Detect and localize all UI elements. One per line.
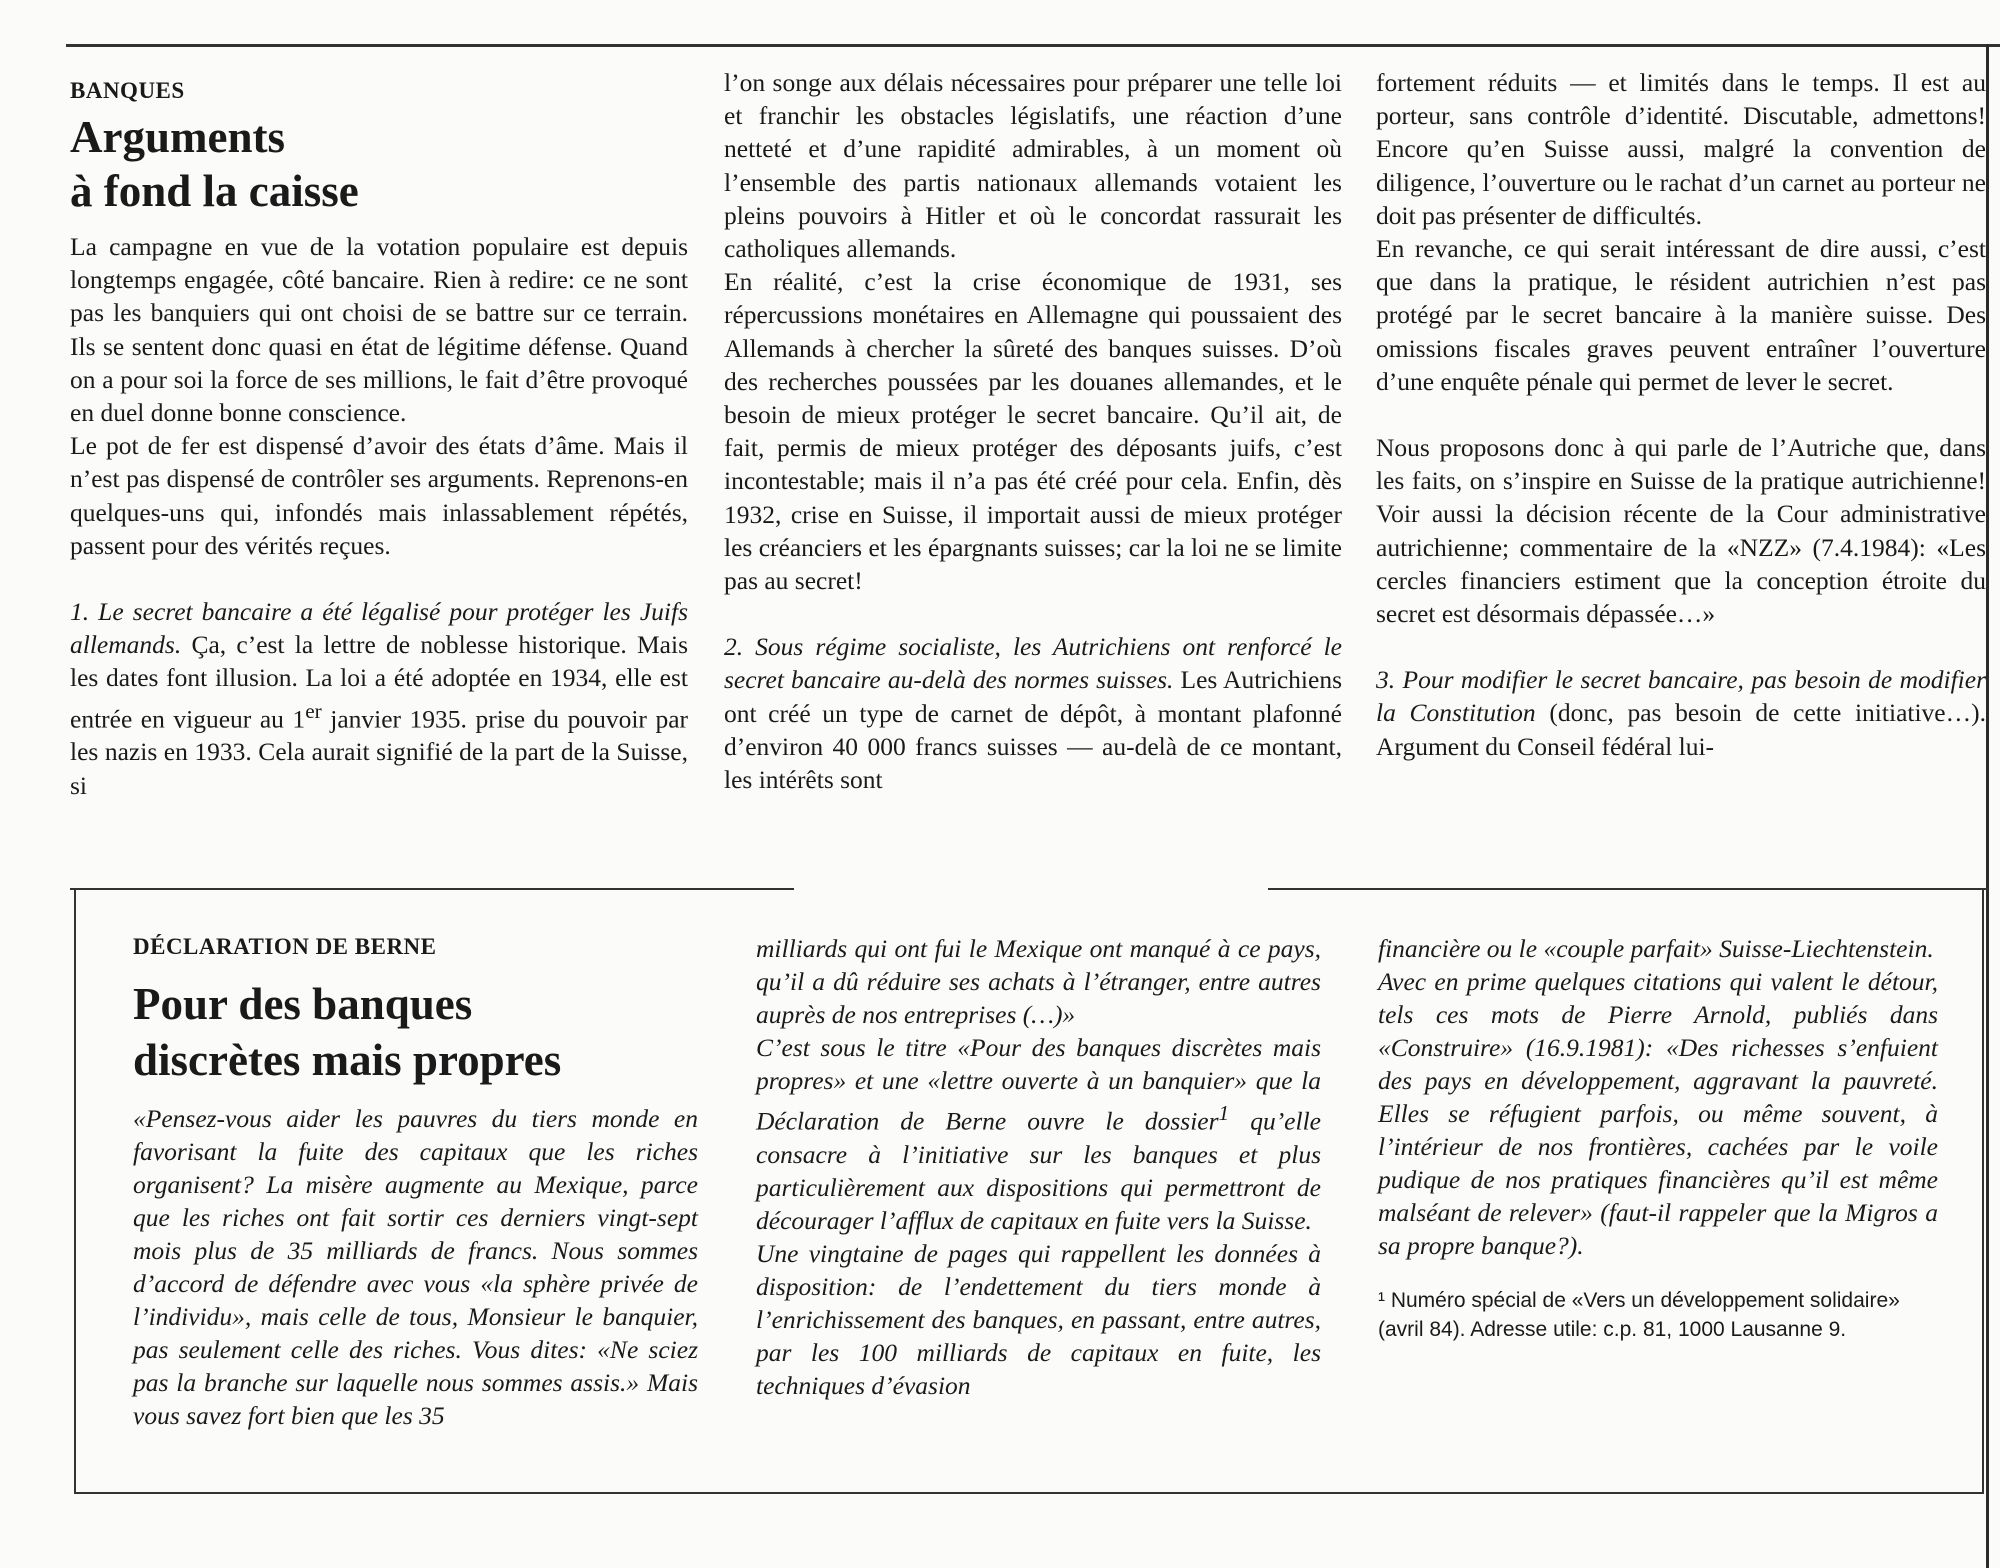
paragraph-text: janvier 1935. prise du pouvoir par les nazis en 1933. Cela aurait signifié de la part de la Suisse, si	[70, 704, 688, 800]
sidebar-headline-line-1: Pour des banques	[133, 979, 473, 1029]
article-column-3	[1376, 66, 1986, 763]
paragraph: Nous proposons donc à qui parle de l’Autriche que, dans les faits, on s’inspire en Suisse de la pratique autrichienne! Voir aussi la décision récente de la Cour administrative autrichienne; commentaire de la «NZZ» (7.4.1984): «Les cercles financiers estiment que la conception étroite du secret est désormais dépassée…»	[1376, 433, 1986, 629]
paragraph-text: C’est sous le titre «Pour des banques discrètes mais propres» et une «lettre ouverte à un banquier» que la Déclaration de Berne ouvre le dossier	[756, 1033, 1321, 1136]
paragraph: «Pensez-vous aider les pauvres du tiers monde en favorisant la fuite des capitaux que les riches organisent? La misère augmente au Mexique, parce que les riches ont fait sortir ces derniers vingt-sept mois plus de 35 milliards de francs. Nous sommes d’accord de défendre avec vous «la sphère privée de l’individu», mais celle de tous, Monsieur le banquier, pas seulement celle des riches. Vous dites: «Ne sciez pas la branche sur laquelle nous sommes assis.» Mais vous savez fort bien que les 35	[133, 1104, 698, 1430]
paragraph	[756, 1031, 1321, 1237]
article-headline-line-1: Arguments	[70, 112, 285, 162]
footnote-marker: 1	[1218, 1101, 1230, 1125]
sidebar-column-2	[756, 932, 1321, 1402]
argument-heading-1: 1. Le secret bancaire a été légalisé pour protéger les Juifs allemands.	[70, 597, 688, 660]
paragraph-text: qu’elle consacre à l’initiative sur les banques et plus particulièrement aux dispositions qui permettront de décourager l’afflux de capitaux en fuite vers la Suisse.	[756, 1106, 1321, 1235]
paragraph	[1376, 663, 1986, 763]
paragraph: Le pot de fer est dispensé d’avoir des états d’âme. Mais il n’est pas dispensé de contrôler ses arguments. Reprenons-en quelques-uns qui, infondés mais inlassablement répétés, passent pour des vérités reçues.	[70, 431, 688, 560]
article-headline	[70, 110, 688, 218]
sidebar-column-3	[1378, 932, 1938, 1344]
ordinal-suffix: er	[305, 698, 322, 723]
article-column-2	[724, 66, 1342, 796]
paragraph: La campagne en vue de la votation populaire est depuis longtemps engagée, côté bancaire. Rien à redire: ce ne sont pas les banquiers qui ont choisi de se battre sur ce terrain. Ils se sentent donc quasi en état de légitime défense. Quand on a pour soi la force de ses millions, le fait d’être provoqué en duel donne bonne conscience.	[70, 232, 688, 428]
argument-heading-3: 3. Pour modifier le secret bancaire, pas besoin de modifier la Constitution	[1376, 665, 1986, 728]
sidebar-column-1	[133, 932, 698, 1432]
sidebar-kicker: DÉCLARATION DE BERNE	[133, 934, 437, 959]
paragraph: l’on songe aux délais nécessaires pour préparer une telle loi et franchir les obstacles législatifs, une réaction d’une netteté et d’une rapidité admirables, à un moment où l’ensemble des partis nationaux allemands votaient les pleins pouvoirs à Hitler et où le concordat rassurait les catholiques allemands.	[724, 68, 1342, 264]
article-headline-line-2: à fond la caisse	[70, 166, 359, 216]
paragraph-text: Les Autrichiens ont créé un type de carnet de dépôt, à montant plafonné d’environ 40 000 francs suisses — au-delà de ce montant, les intérêts sont	[724, 665, 1342, 795]
paragraph: En revanche, ce qui serait intéressant de dire aussi, c’est que dans la pratique, le résident autrichien n’est pas protégé par le secret bancaire à la manière suisse. Des omissions fiscales graves peuvent entraîner l’ouverture d’une enquête pénale qui permet de lever le secret.	[1376, 234, 1986, 396]
paragraph: Avec en prime quelques citations qui valent le détour, tels ces mots de Pierre Arnold, publiés dans «Construire» (16.9.1981): «Des richesses s’enfuient des pays en développement, aggravant la pauvreté. Elles se réfugient parfois, ou même souvent, à l’intérieur de nos frontières, cachées par le voile pudique de nos pratiques financières qu’il est même malséant de relever» (faut-il rappeler que la Migros a sa propre banque?).	[1378, 967, 1938, 1260]
paragraph-text: Ça, c’est la lettre de noblesse historique. Mais les dates font illusion. La loi a été adoptée en 1934, elle est entrée en vigueur au 1	[70, 630, 688, 734]
paragraph: financière ou le «couple parfait» Suisse-Liechtenstein.	[1378, 934, 1934, 963]
top-rule	[66, 44, 2000, 47]
paragraph	[724, 630, 1342, 796]
footnote: ¹ Numéro spécial de «Vers un développement solidaire» (avril 84). Adresse utile: c.p. 81, 1000 Lausanne 9.	[1378, 1289, 1900, 1341]
sidebar-headline-line-2: discrètes mais propres	[133, 1035, 562, 1085]
paragraph: milliards qui ont fui le Mexique ont manqué à ce pays, qu’il a dû réduire ses achats à l’étranger, entre autres auprès de nos entreprises (…)»	[756, 934, 1321, 1029]
article-kicker: BANQUES	[70, 78, 185, 103]
sidebar-headline	[133, 976, 698, 1088]
article-column-1	[70, 66, 688, 802]
paragraph-text: (donc, pas besoin de cette initiative…). Argument du Conseil fédéral lui-	[1376, 698, 1986, 761]
right-edge-rule	[1986, 44, 1989, 1568]
paragraph: Une vingtaine de pages qui rappellent les données à disposition: de l’endettement du tiers monde à l’enrichissement des banques, en passant, entre autres, par les 100 milliards de capitaux en fuite, les techniques d’évasion	[756, 1238, 1321, 1400]
argument-heading-2: 2. Sous régime socialiste, les Autrichiens ont renforcé le secret bancaire au-delà des normes suisses.	[724, 632, 1342, 695]
paragraph	[70, 595, 688, 802]
paragraph: fortement réduits — et limités dans le temps. Il est au porteur, sans contrôle d’identité. Discutable, admettons! Encore qu’en Suisse aussi, malgré la convention de diligence, l’ouverture ou le rachat d’un carnet au porteur ne doit pas présenter de difficultés.	[1376, 68, 1986, 230]
paragraph: En réalité, c’est la crise économique de 1931, ses répercussions monétaires en Allemagne qui poussaient des Allemands à chercher la sûreté des banques suisses. D’où des recherches poussées par les douanes allemandes, et le besoin de mieux protéger le secret bancaire. Qu’il ait, de fait, permis de mieux protéger des déposants juifs, c’est incontestable; mais il n’a pas été créé pour cela. Enfin, dès 1932, crise en Suisse, il importait aussi de mieux protéger les créanciers et les épargnants suisses; car la loi ne se limite pas au secret!	[724, 267, 1342, 596]
